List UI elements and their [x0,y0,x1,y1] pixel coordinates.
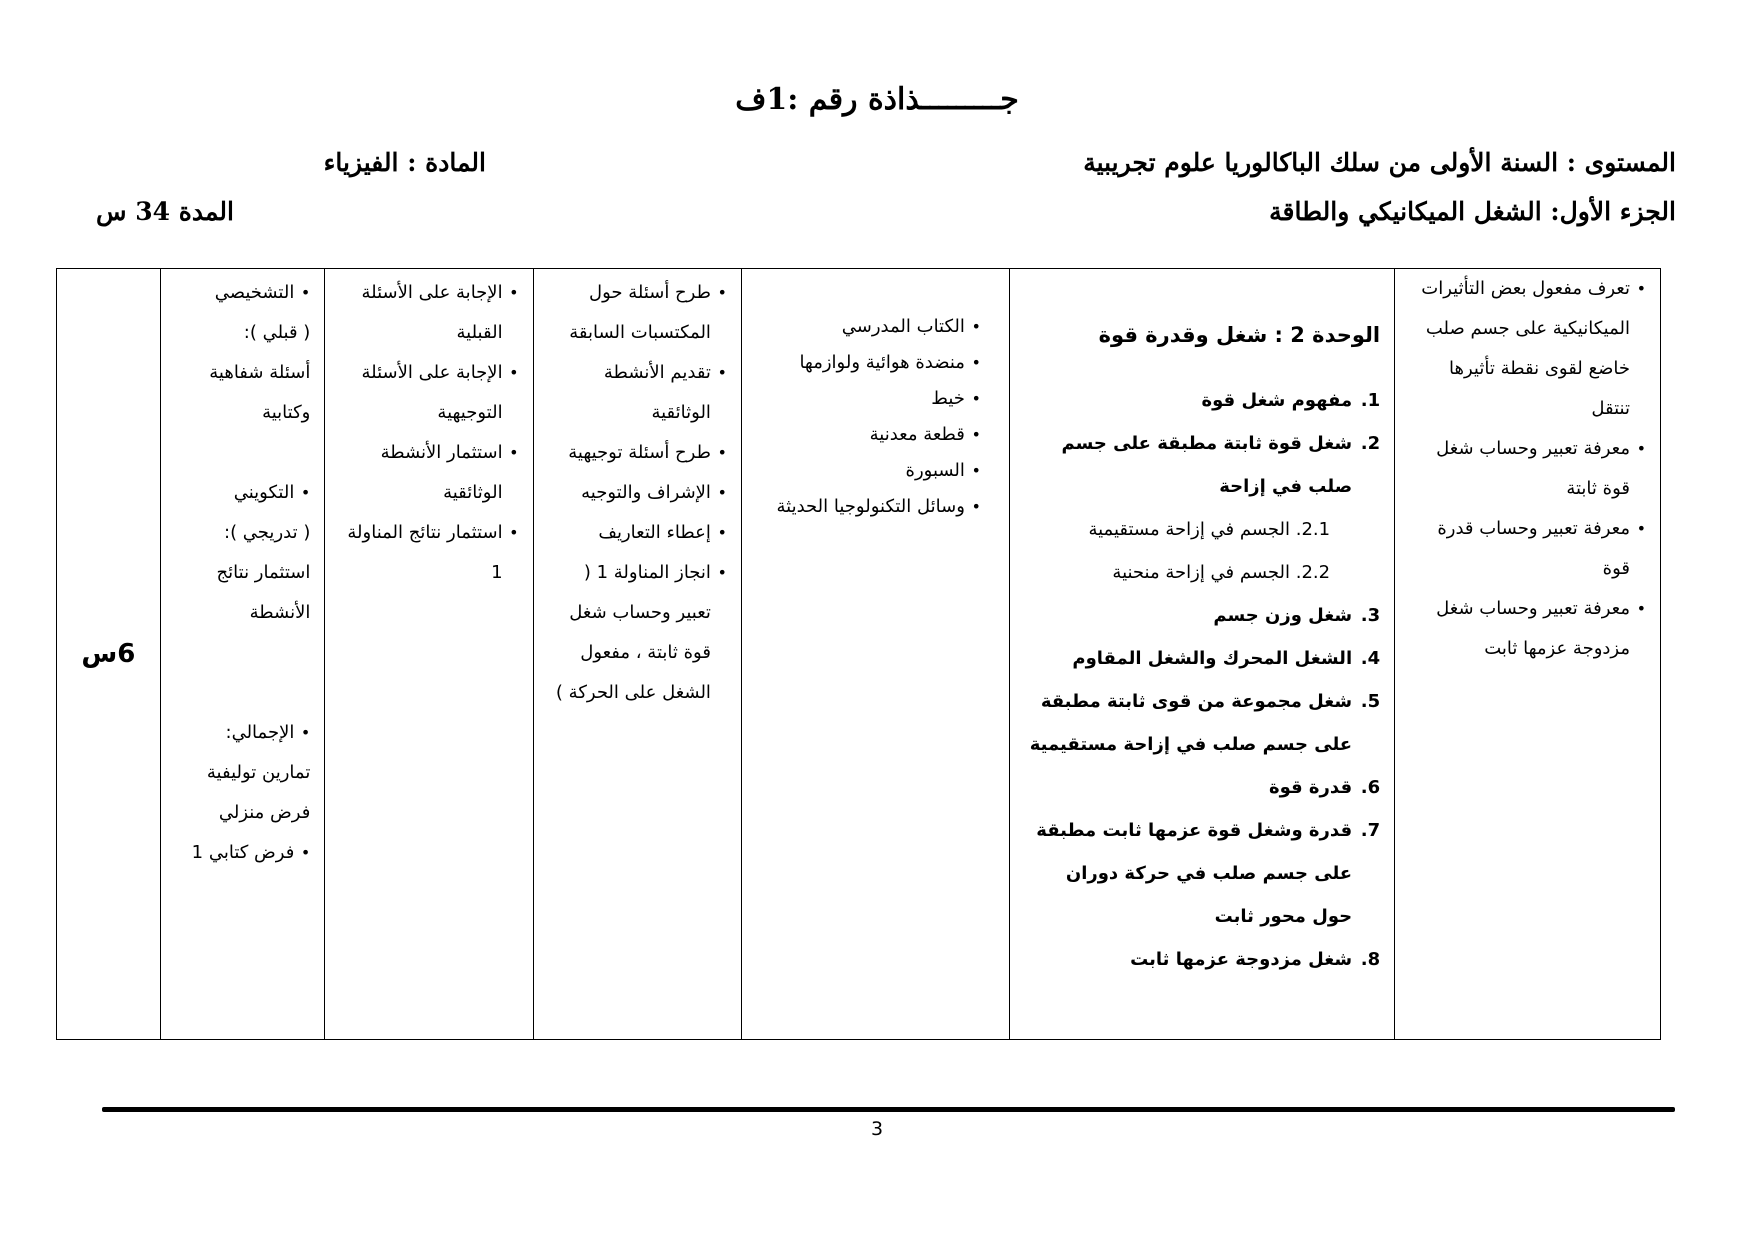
list-item: • خيط [756,381,981,417]
list-item: • استثمار الأنشطة الوثائقية [339,433,518,513]
lesson-plan-table [56,268,1661,1040]
list-item: 8. شغل مزدوجة عزمها ثابت [1130,949,1381,970]
list-item: • معرفة تعبير وحساب شغل قوة ثابتة [1409,429,1646,509]
list-item: • منضدة هوائية ولوازمها [756,345,981,381]
list-item: • إعطاء التعاريف [548,513,727,553]
eval-formative-title: • التكويني [175,473,311,513]
list-item: • تقديم الأنشطة الوثائقية [548,353,727,433]
list-item: 3. شغل وزن جسم [1213,605,1381,626]
list-item: • الإجابة على الأسئلة القبلية [339,273,518,353]
eval-formative-sub: ( تدريجي ): [224,522,311,543]
student-activities-cell [325,269,533,1040]
list-item: • استثمار نتائج المناولة 1 [339,513,518,593]
list-item: • الإشراف والتوجيه [548,473,727,513]
list-item: 6. قدرة قوة [1268,777,1381,798]
table-row [57,269,1661,1040]
tools-cell [741,269,1009,1040]
list-item: • طرح أسئلة حول المكتسبات السابقة [548,273,727,353]
list-item: • معرفة تعبير وحساب شغل مزدوجة عزمها ثابت [1409,589,1646,669]
list-item: • انجاز المناولة 1 ( تعبير وحساب شغل قوة ثابتة ، مفعول الشغل على الحركة ) [548,553,727,713]
objectives-cell [1395,269,1661,1040]
list-item: • طرح أسئلة توجيهية [548,433,727,473]
evaluation-cell [160,269,325,1040]
eval-written-test: • فرض كتابي 1 [175,833,311,873]
eval-summative-line: تمارين توليفية [206,762,311,783]
duration-label: المدة 34 س [96,197,234,226]
list-item: • الإجابة على الأسئلة التوجيهية [339,353,518,433]
eval-summative-title: • الإجمالي: [175,713,311,753]
eval-diagnostic-desc: أسئلة شفاهية وكتابية [209,362,311,423]
eval-diagnostic-sub: ( قبلي ): [243,322,311,343]
part-label: الجزء الأول: الشغل الميكانيكي والطاقة [1269,197,1676,226]
list-item: • معرفة تعبير وحساب قدرة قوة [1409,509,1646,589]
list-item: • السبورة [756,453,981,489]
list-item: • الكتاب المدرسي [756,309,981,345]
eval-diagnostic-title: • التشخيصي [175,273,311,313]
level-label: المستوى : السنة الأولى من سلك الباكالوريا علوم تجريبية [1083,148,1676,177]
list-item: 2. شغل قوة ثابتة مطبقة على جسم صلب في إزاحة [1061,433,1381,497]
time-cell [57,269,161,1040]
list-item: • قطعة معدنية [756,417,981,453]
time-value: 6س [81,639,136,669]
page-number: 3 [870,1118,884,1140]
subject-label: المادة : الفيزياء [323,148,486,177]
eval-formative-desc: استثمار نتائج الأنشطة [216,562,311,623]
sub-list-item: 2.1. الجسم في إزاحة مستقيمية [1088,519,1331,540]
list-item: 4. الشغل المحرك والشغل المقاوم [1072,648,1381,669]
list-item: 1. مفهوم شغل قوة [1201,390,1381,411]
list-item: 5. شغل مجموعة من قوى ثابتة مطبقة على جسم صلب في إزاحة مستقيمية [1029,691,1381,755]
list-item: • وسائل التكنولوجيا الحديثة [756,489,981,525]
footer-divider [102,1107,1675,1112]
eval-summative-line: فرض منزلي [218,802,311,823]
teacher-activities-cell [533,269,741,1040]
list-item: • تعرف مفعول بعض التأثيرات الميكانيكية على جسم صلب خاضع لقوى نقطة تأثيرها تنتقل [1409,269,1646,429]
page-title: جـــــــــذاذة رقم :1ف [735,82,1019,117]
unit-title: الوحدة 2 : شغل وقدرة قوة [1098,323,1381,347]
content-cell [1009,269,1394,1040]
sub-list-item: 2.2. الجسم في إزاحة منحنية [1112,562,1331,583]
list-item: 7. قدرة وشغل قوة عزمها ثابت مطبقة على جسم صلب في حركة دوران حول محور ثابت [1036,820,1381,927]
